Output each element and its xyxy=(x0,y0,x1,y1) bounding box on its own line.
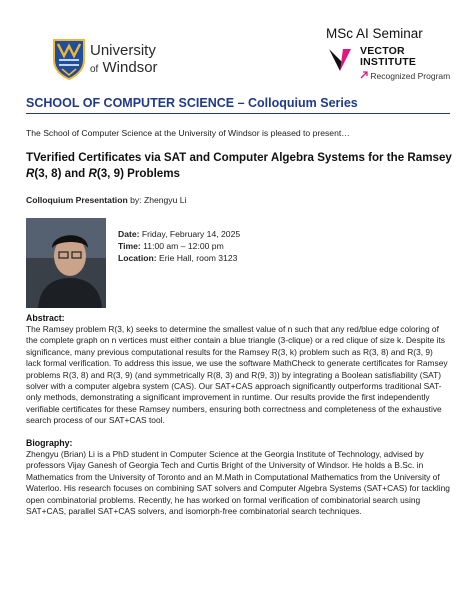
presenter-line xyxy=(26,195,186,205)
uw-name-line1: University xyxy=(90,42,156,59)
talk-title: TVerified Certificates via SAT and Computer Algebra Systems for the Ramsey R(3, 8) and R(3, 9) Problems xyxy=(26,151,452,180)
presenter-name: by: Zhengyu Li xyxy=(127,195,187,205)
presenter-label: Colloquium Presentation xyxy=(26,195,128,205)
speaker-photo xyxy=(26,218,106,308)
biography-heading: Biography: xyxy=(26,438,73,448)
seminar-label: MSc AI Seminar xyxy=(326,26,423,41)
arrow-icon xyxy=(360,71,368,79)
university-of-windsor-logo xyxy=(52,38,170,84)
vector-institute-logo xyxy=(326,26,456,88)
uw-shield-icon xyxy=(52,38,86,80)
vector-name-line1: VECTOR xyxy=(360,45,405,57)
abstract-heading: Abstract: xyxy=(26,313,65,323)
date-row: Date: Friday, February 14, 2025 xyxy=(118,229,241,239)
location-row: Location: Erie Hall, room 3123 xyxy=(118,253,238,263)
time-row: Time: 11:00 am – 12:00 pm xyxy=(118,241,224,251)
abstract-text: The Ramsey problem R(3, k) seeks to determine the smallest value of n such that any red/blue edge coloring of the complete graph on n vertices must either contain a blue triangle (3-clique) or a red clique of size k. Despite its significance, many previous computational results for the Ramsey R(3, k) problem such as R(3, 8) and R(3, 9) lack formal verification. To address this issue, we use the software MathCheck to generate certificates for Ramsey problems R(3, 8) and R(3, 9) (and symmetrically R(8, 3) and R(9, 3)) by integrating a Boolean satisfiability (SAT) solver with a computer algebra system (CAS). Our SAT+CAS approach significantly outperforms traditional SAT-only methods, demonstrating a significant improvement in runtime. Our results provide the first independently verifiable certificates for these Ramsey numbers, ensuring both correctness and completeness of the exhaustive search process of our SAT+CAS tool. xyxy=(26,324,448,426)
vector-name-line2: INSTITUTE xyxy=(360,56,417,68)
recognized-program-label: Recognized Program xyxy=(360,71,450,81)
divider xyxy=(26,113,450,114)
vector-mark-icon xyxy=(328,48,352,72)
intro-text: The School of Computer Science at the University of Windsor is pleased to present… xyxy=(26,128,350,138)
biography-text: Zhengyu (Brian) Li is a PhD student in Computer Science at the Georgia Institute of Technology, advised by professors Vijay Ganesh of Georgia Tech and Curtis Bright of the University of Windsor. He holds a B.Sc. in Mathematics from the University of Toronto and an M.Math in Computational Mathematics from the University of Waterloo. His research focuses on combining SAT solvers and Computer Algebra Systems (SAT+CAS) for tackling open combinatorial problems. Recently, he has worked on formal verification of combinatorial search using SAT+CAS, parallel SAT+CAS solvers, and isomorph-free combinatorial search techniques. xyxy=(26,449,450,517)
event-details xyxy=(118,228,240,264)
uw-name-line2: Windsor xyxy=(102,59,158,76)
uw-name-of: of xyxy=(90,64,99,75)
series-heading: SCHOOL OF COMPUTER SCIENCE – Colloquium Series xyxy=(26,96,358,110)
